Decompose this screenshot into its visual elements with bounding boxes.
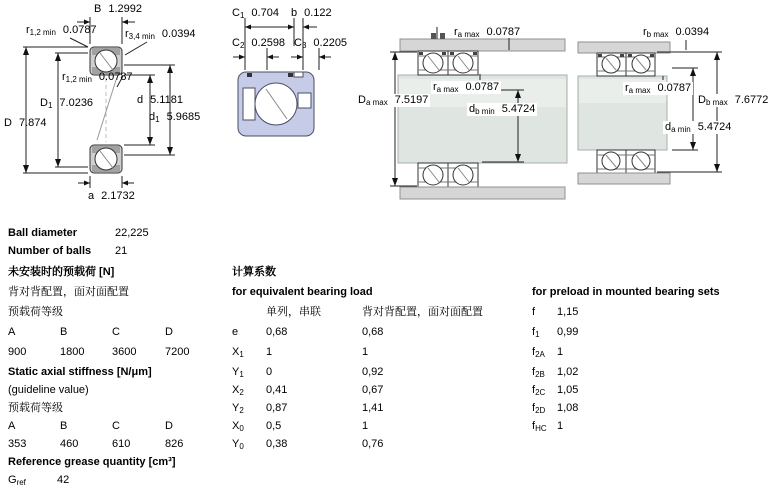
stiffness-class-label: 预载荷等级 (8, 402, 63, 414)
dim-Da-max: $D_{a max}$ 7.5197 (358, 94, 429, 107)
preload-class-label: 预载荷等级 (8, 306, 63, 318)
stiffness-value-b: 460 (60, 438, 79, 450)
preload-subtitle: 背对背配置，面对面配置 (8, 286, 129, 298)
dim-C3: $C_3$ 0.2205 (294, 37, 348, 50)
calc-row-v2-x0: 1 (362, 420, 369, 432)
stiffness-value-d: 826 (165, 438, 184, 450)
dim-B: B 1.2992 (94, 3, 142, 15)
dim-d1: $d_1$ 5.9685 (149, 111, 201, 124)
factor-symbol-f2a: $f_{2A}$ (532, 346, 545, 359)
calc-row-symbol-y2: $Y_2$ (232, 402, 244, 415)
calc-row-v1-x0: 0,5 (266, 420, 282, 432)
calc-row-v2-y1: 0,92 (362, 366, 384, 378)
calc-row-symbol-y0: $Y_0$ (232, 438, 244, 451)
dim-D: D 7.874 (4, 117, 47, 129)
stiffness-title: Static axial stiffness [N/μm] (8, 366, 152, 378)
factor-value-f2b: 1,02 (557, 366, 579, 378)
factor-symbol-f2b: $f_{2B}$ (532, 366, 545, 379)
calc-row-v2-x1: 1 (362, 346, 369, 358)
factor-value-f: 1,15 (557, 306, 579, 318)
ball-diameter-label: Ball diameter (8, 227, 78, 239)
dim-Db-max: $D_{b max}$ 7.6772 (698, 94, 769, 107)
dim-d: d 5.1181 (137, 94, 183, 106)
dim-ra-max-right: $r_{a max}$ 0.0787 (625, 82, 692, 95)
diagram4-section (578, 42, 670, 184)
factor-symbol-f: f (532, 306, 536, 318)
calc-row-v1-x1: 1 (266, 346, 273, 358)
factor-symbol-fhc: $f_{HC}$ (532, 420, 547, 433)
calc-row-v1-y2: 0,87 (266, 402, 288, 414)
calc-row-v2-x2: 0,67 (362, 384, 384, 396)
dim-b: b 0.122 (291, 7, 332, 19)
preload-header-b: B (60, 326, 68, 338)
calc-row-symbol-y1: $Y_1$ (232, 366, 244, 379)
preload-value-c: 3600 (112, 346, 137, 358)
factor-value-f2c: 1,05 (557, 384, 579, 396)
dim-C2: $C_2$ 0.2598 (232, 37, 286, 50)
grease-value: 42 (57, 474, 70, 486)
factor-value-fhc: 1 (557, 420, 564, 432)
calc-row-symbol-x0: $X_0$ (232, 420, 244, 433)
number-of-balls-label: Number of balls (8, 245, 92, 257)
calc-row-v2-y2: 1,41 (362, 402, 384, 414)
calc-subtitle: for equivalent bearing load (232, 286, 373, 298)
stiffness-header-d: D (165, 420, 173, 432)
dim-da-min: $d_{a min}$ 5.4724 (665, 121, 732, 134)
factor-value-f2a: 1 (557, 346, 564, 358)
factor-value-f1: 0,99 (557, 326, 579, 338)
ball-diameter-value: 22,225 (115, 227, 149, 239)
calc-row-v1-y1: 0 (266, 366, 273, 378)
calc-row-symbol-x2: $X_2$ (232, 384, 244, 397)
stiffness-note: (guideline value) (8, 384, 89, 396)
calc-row-v2-y0: 0,76 (362, 438, 384, 450)
diagram2-bearing-section (238, 72, 314, 136)
preload-title: 未安装时的预载荷 [N] (8, 266, 115, 278)
number-of-balls-value: 21 (115, 245, 128, 257)
stiffness-header-a: A (8, 420, 16, 432)
preload-header-a: A (8, 326, 16, 338)
calc-title: 计算系数 (232, 266, 276, 278)
factor-symbol-f1: $f_1$ (532, 326, 540, 339)
calc-row-v1-e: 0,68 (266, 326, 288, 338)
dim-ra-max-mid: $r_{a max}$ 0.0787 (433, 81, 500, 94)
diagram4-arrowheads (690, 52, 720, 172)
calc-row-v1-y0: 0,38 (266, 438, 288, 450)
dim-a: a 2.1732 (88, 190, 135, 202)
preload-value-d: 7200 (165, 346, 190, 358)
calc-col1-header: 单列，串联 (266, 306, 321, 318)
factor-symbol-f2c: $f_{2C}$ (532, 384, 546, 397)
preload-value-a: 900 (8, 346, 27, 358)
preload-header-d: D (165, 326, 173, 338)
calc-row-symbol-e: e (232, 326, 239, 338)
dim-r12-min-mid: $r_{1,2 min}$ 0.0787 (62, 71, 133, 84)
calc-row-v1-x2: 0,41 (266, 384, 288, 396)
grease-title: Reference grease quantity [cm³] (8, 456, 176, 468)
dim-ra-max-top: $r_{a max}$ 0.0787 (454, 26, 521, 39)
preload-header-c: C (112, 326, 120, 338)
preload-factors-title: for preload in mounted bearing sets (532, 286, 720, 298)
dim-r34-min: $r_{3,4 min}$ 0.0394 (125, 28, 196, 41)
dim-r12-min-top: $r_{1,2 min}$ 0.0787 (26, 24, 97, 37)
stiffness-header-b: B (60, 420, 68, 432)
factor-symbol-f2d: $f_{2D}$ (532, 402, 546, 415)
grease-symbol: $G_{ref}$ (8, 474, 26, 487)
calc-col2-header: 背对背配置，面对面配置 (362, 306, 483, 318)
preload-value-b: 1800 (60, 346, 85, 358)
dim-D1: $D_1$ 7.0236 (40, 97, 94, 110)
stiffness-header-c: C (112, 420, 120, 432)
dim-C1: $C_1$ 0.704 (232, 7, 279, 20)
stiffness-value-a: 353 (8, 438, 27, 450)
diagram1-bearing-sections (90, 47, 122, 173)
calc-row-v2-e: 0,68 (362, 326, 384, 338)
stiffness-value-c: 610 (112, 438, 131, 450)
dim-db-min: $d_{b min}$ 5.4724 (469, 103, 536, 116)
calc-row-symbol-x1: $X_1$ (232, 346, 244, 359)
dim-rb-max: $r_{b max}$ 0.0394 (643, 26, 710, 39)
factor-value-f2d: 1,08 (557, 402, 579, 414)
